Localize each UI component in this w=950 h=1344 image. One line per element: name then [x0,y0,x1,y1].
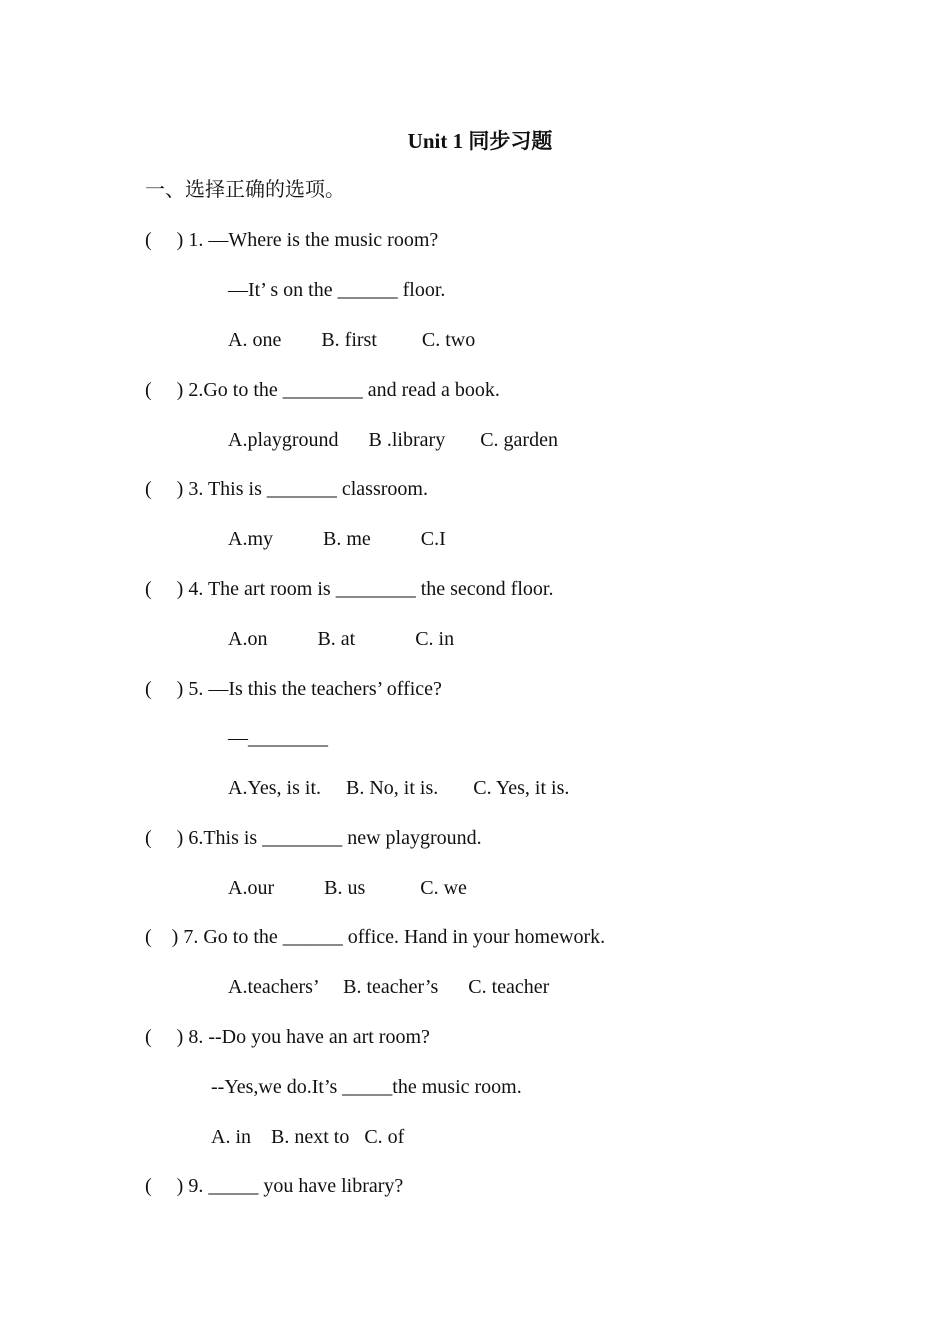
question-1-stem: ( ) 1. —Where is the music room? [145,229,439,251]
question-8-options: A. in B. next to C. of [211,1126,405,1148]
question-6-stem: ( ) 6.This is ________ new playground. [145,827,482,849]
question-2-stem: ( ) 2.Go to the ________ and read a book. [145,379,500,401]
question-6-options: A.our B. us C. we [228,877,467,899]
question-1-options: A. one B. first C. two [228,329,476,351]
question-8-response: --Yes,we do.It’s _____the music room. [211,1076,522,1098]
question-7-options: A.teachers’ B. teacher’s C. teacher [228,976,550,998]
question-5-stem: ( ) 5. —Is this the teachers’ office? [145,678,442,700]
question-4-stem: ( ) 4. The art room is ________ the second floor. [145,578,554,600]
question-8-stem: ( ) 8. --Do you have an art room? [145,1026,430,1048]
section-heading: 一、选择正确的选项。 [145,179,345,201]
question-5-response: —________ [228,727,328,749]
page-title: Unit 1 同步习题 [407,129,553,153]
question-5-options: A.Yes, is it. B. No, it is. C. Yes, it is. [228,777,570,799]
question-9-stem: ( ) 9. _____ you have library? [145,1175,404,1197]
question-3-stem: ( ) 3. This is _______ classroom. [145,478,428,500]
question-3-options: A.my B. me C.I [228,528,446,550]
question-7-stem: ( ) 7. Go to the ______ office. Hand in your homework. [145,926,606,948]
question-1-response: —It’ s on the ______ floor. [228,279,446,301]
question-4-options: A.on B. at C. in [228,628,455,650]
question-2-options: A.playground B .library C. garden [228,429,558,451]
